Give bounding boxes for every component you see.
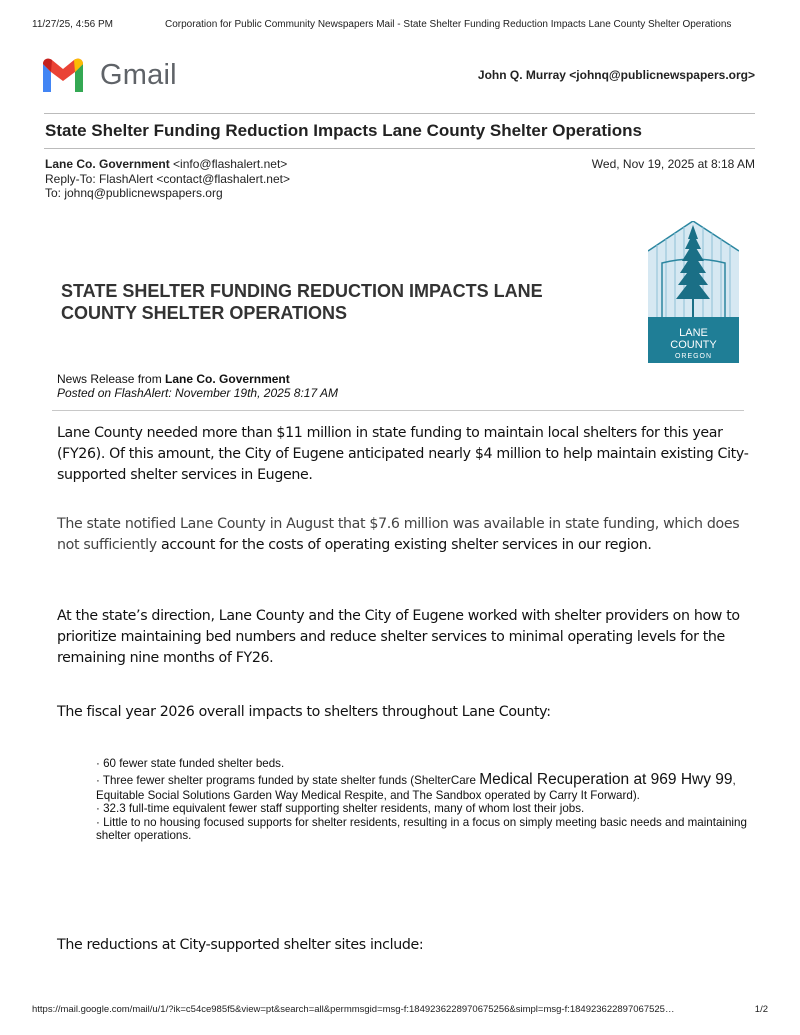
list-item: · Little to no housing focused supports for shelter residents, resulting in a focus on simply meeting basic needs and maintaining shelter operations. bbox=[96, 815, 747, 842]
list-item-text: · Three fewer shelter programs funded by state shelter funds (ShelterCare bbox=[96, 773, 480, 787]
release-from-prefix: News Release from bbox=[57, 372, 166, 386]
body-paragraph-2-gray: The state notified Lane County in August that $7.6 million was available in state funding, which does not sufficiently bbox=[57, 516, 740, 553]
reply-to-line: Reply-To: FlashAlert <contact@flashalert.net> bbox=[45, 171, 290, 186]
lane-county-tree-logo-icon bbox=[648, 221, 739, 363]
release-byline bbox=[57, 372, 338, 400]
release-from-org: Lane Co. Government bbox=[165, 372, 290, 386]
to-line: To: johnq@publicnewspapers.org bbox=[45, 186, 223, 200]
list-item: · 32.3 full-time equivalent fewer staff supporting shelter residents, many of whom lost their jobs. bbox=[96, 802, 585, 815]
release-title: STATE SHELTER FUNDING REDUCTION IMPACTS LANE COUNTY SHELTER OPERATIONS bbox=[61, 281, 543, 323]
page-number: 1/2 bbox=[754, 1004, 768, 1015]
body-paragraph-3: At the state’s direction, Lane County and the City of Eugene worked with shelter providers on how to prioritize maintaining bed numbers and reduce shelter services to minimal operating levels for the remaining nine months of FY26. bbox=[57, 608, 740, 666]
sender-name: Lane Co. Government bbox=[45, 157, 170, 171]
release-posted: Posted on FlashAlert: November 19th, 2025 8:17 AM bbox=[57, 386, 339, 400]
print-url: https://mail.google.com/mail/u/1/?ik=c54ce985f5&view=pt&search=all&permmsgid=msg-f:1849236228970675256&simpl=msg-f:184923622897067525… bbox=[32, 1004, 675, 1015]
sent-date: Wed, Nov 19, 2025 at 8:18 AM bbox=[591, 157, 755, 171]
account-label: John Q. Murray <johnq@publicnewspapers.org> bbox=[477, 68, 755, 82]
gmail-logo bbox=[40, 55, 177, 95]
list-item: · 60 fewer state funded shelter beds. bbox=[96, 757, 285, 770]
sender-email: <info@flashalert.net> bbox=[173, 157, 288, 171]
list-item-text: , Equitable Social Solutions Garden Way Medical Respite, and The Sandbox operated by Carry It Forward). bbox=[96, 773, 736, 802]
email-meta bbox=[45, 157, 290, 201]
impact-list bbox=[96, 757, 756, 843]
body-paragraph-5: The reductions at City-supported shelter sites include: bbox=[57, 937, 424, 953]
divider bbox=[44, 148, 755, 149]
divider bbox=[52, 410, 744, 411]
logo-line-county: COUNTY bbox=[670, 339, 717, 351]
list-item-text-large: Medical Recuperation at 969 Hwy 99 bbox=[479, 770, 733, 788]
body-paragraph-1: Lane County needed more than $11 million in state funding to maintain local shelters for this year (FY26). Of this amount, the City of Eugene anticipated nearly $4 million to help maintain existing City-supported shelter services in Eugene. bbox=[57, 425, 749, 483]
body-paragraph-2 bbox=[57, 514, 757, 556]
body-paragraph-2-black: account for the costs of operating existing shelter services in our region. bbox=[160, 537, 652, 553]
logo-line-lane: LANE bbox=[679, 327, 708, 339]
body-paragraph-4: The fiscal year 2026 overall impacts to shelters throughout Lane County: bbox=[57, 704, 551, 720]
email-subject: State Shelter Funding Reduction Impacts Lane County Shelter Operations bbox=[45, 121, 642, 140]
gmail-wordmark: Gmail bbox=[100, 58, 177, 91]
gmail-m-icon bbox=[40, 56, 86, 94]
logo-line-oregon: OREGON bbox=[674, 353, 713, 360]
from-line bbox=[45, 157, 290, 172]
print-page-title: Corporation for Public Community Newspapers Mail - State Shelter Funding Reduction Impacts Lane County Shelter Operations bbox=[165, 19, 732, 30]
divider bbox=[44, 113, 755, 114]
print-datetime: 11/27/25, 4:56 PM bbox=[32, 19, 113, 30]
release-source bbox=[57, 372, 338, 386]
list-item bbox=[96, 771, 756, 803]
